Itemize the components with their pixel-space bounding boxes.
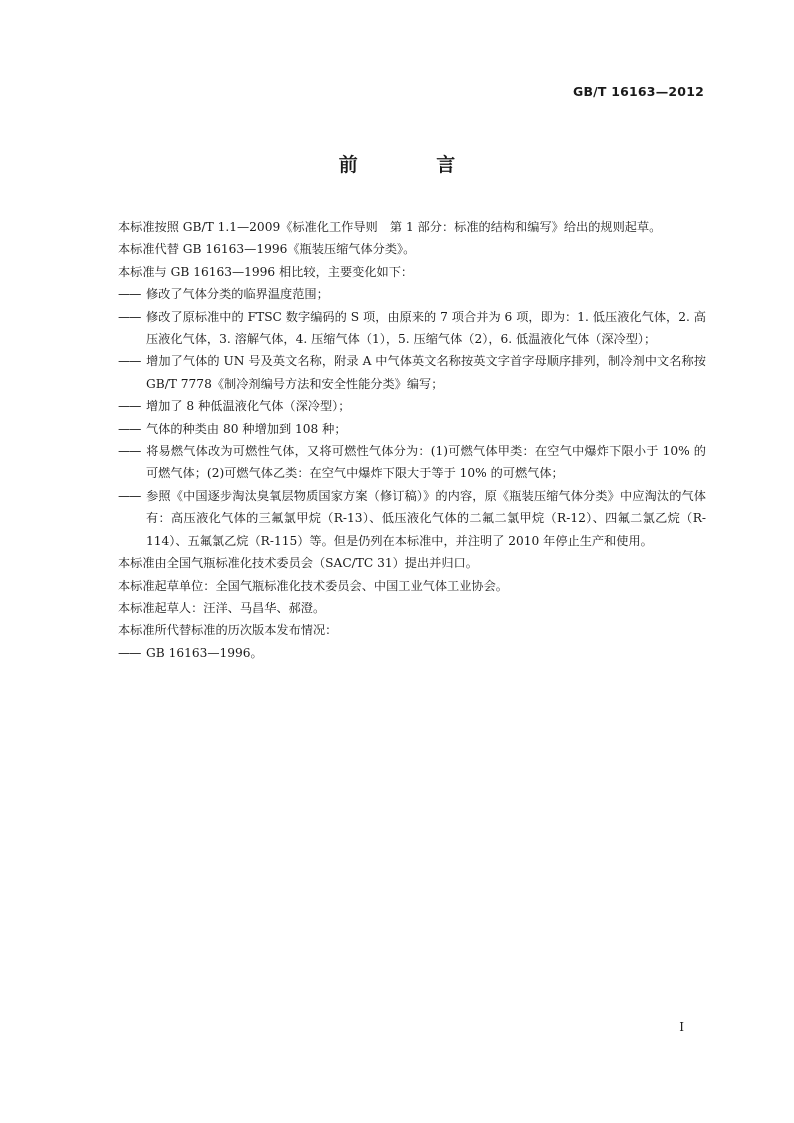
list-item — [118, 418, 706, 440]
dash-marker: —— — [118, 488, 141, 503]
dash-marker: —— — [118, 645, 141, 660]
list-item — [118, 440, 706, 485]
list-item-text: 参照《中国逐步淘汰臭氧层物质国家方案（修订稿）》的内容，原《瓶装压缩气体分类》中应淘汰的气体有：高压液化气体的三氟氯甲烷（R-13）、低压液化气体的二氟二氯甲烷（R-12）、四氟二氯乙烷（R-114）、五氟氯乙烷（R-115）等。但是仍列在本标准中，并注明了 2010 年停止生产和使用。 — [146, 488, 706, 548]
dash-marker: —— — [118, 354, 141, 369]
dash-marker: —— — [118, 421, 141, 436]
page-number: I — [679, 1020, 684, 1034]
list-item — [118, 306, 706, 351]
paragraph-drafters: 本标准起草人：汪洋、马昌华、郝澄。 — [118, 600, 326, 615]
paragraph-version-history: 本标准所代替标准的历次版本发布情况： — [118, 623, 338, 638]
document-body — [118, 216, 706, 664]
paragraph-drafting-rules: 本标准按照 GB/T 1.1—2009《标准化工作导则 第 1 部分：标准的结构和编写》给出的规则起草。 — [118, 220, 662, 234]
list-item — [118, 485, 706, 552]
list-item — [118, 395, 706, 417]
standard-code: GB/T 16163—2012 — [572, 84, 704, 99]
list-item-text: 修改了原标准中的 FTSC 数字编码的 S 项，由原来的 7 项合并为 6 项，即为：1. 低压液化气体，2. 高压液化气体，3. 溶解气体，4. 压缩气体（1），5. 压缩气体（2），6. 低温液化气体（深冷型）； — [146, 309, 706, 347]
list-item — [118, 642, 706, 664]
list-item-text: GB 16163—1996。 — [146, 645, 263, 660]
paragraph-drafting-unit: 本标准起草单位：全国气瓶标准化技术委员会、中国工业气体工业协会。 — [118, 578, 508, 593]
paragraph-replaces: 本标准代替 GB 16163—1996《瓶装压缩气体分类》。 — [118, 242, 416, 257]
dash-marker: —— — [118, 309, 141, 324]
paragraph-proposer: 本标准由全国气瓶标准化技术委员会（SAC/TC 31）提出并归口。 — [118, 556, 478, 571]
dash-marker: —— — [118, 444, 141, 459]
page-title: 前 言 — [338, 154, 492, 176]
list-item-text: 增加了气体的 UN 号及英文名称，附录 A 中气体英文名称按英文字首字母顺序排列，制冷剂中文名称按 GB/T 7778《制冷剂编号方法和安全性能分类》编写； — [146, 354, 706, 391]
list-item-text: 增加了 8 种低温液化气体（深冷型）； — [146, 399, 351, 414]
list-item-text: 气体的种类由 80 种增加到 108 种； — [146, 421, 347, 436]
list-item-text: 将易燃气体改为可燃性气体，又将可燃性气体分为：(1)可燃气体甲类：在空气中爆炸下限小于 10% 的可燃气体；(2)可燃气体乙类：在空气中爆炸下限大于等于 10% 的可燃气体； — [146, 444, 706, 481]
paragraph-changes-intro: 本标准与 GB 16163—1996 相比较，主要变化如下： — [118, 264, 414, 279]
list-item-text: 修改了气体分类的临界温度范围； — [146, 287, 329, 302]
list-item — [118, 283, 706, 305]
dash-marker: —— — [118, 399, 141, 414]
dash-marker: —— — [118, 287, 141, 302]
list-item — [118, 350, 706, 395]
